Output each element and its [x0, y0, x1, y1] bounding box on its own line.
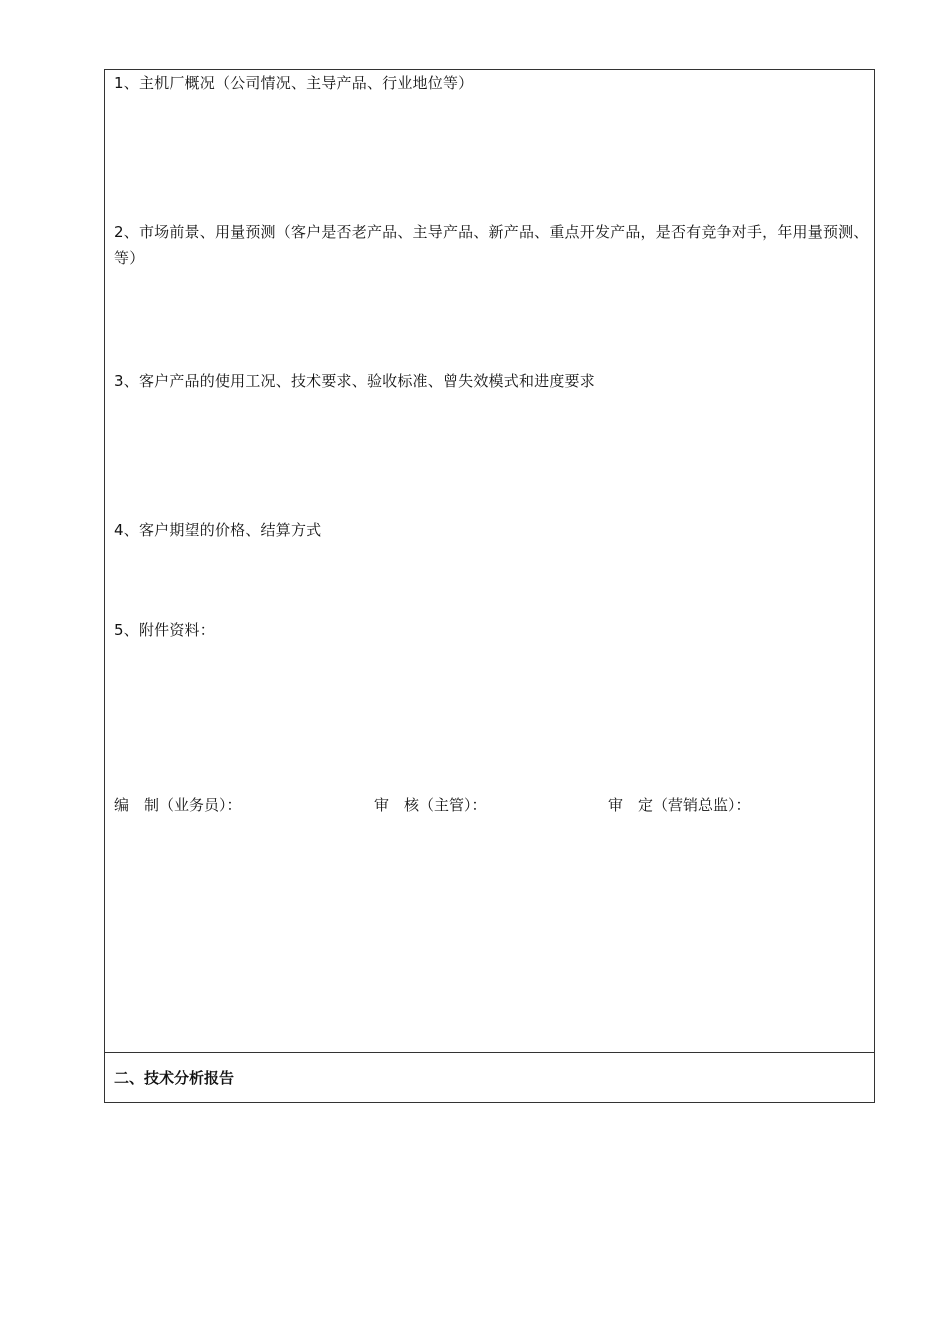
signature-compiler-label: 编 制（业务员）：: [114, 796, 242, 814]
question-attachments: 5、附件资料：: [114, 621, 215, 639]
section-title-technical-analysis: 二、技术分析报告: [114, 1069, 235, 1087]
signature-row: [114, 792, 869, 818]
market-info-section: [105, 70, 874, 1053]
form-table: [104, 69, 875, 1103]
signature-approver-label: 审 定（营销总监）：: [608, 796, 751, 814]
question-price-settlement: 4、客户期望的价格、结算方式: [114, 521, 322, 539]
question-usage-requirements: 3、客户产品的使用工况、技术要求、验收标准、曾失效模式和进度要求: [114, 372, 595, 390]
question-market-forecast: 2、市场前景、用量预测（客户是否老产品、主导产品、新产品、重点开发产品，是否有竞争对手，年用量预测、等）: [114, 223, 869, 267]
question-oem-overview: 1、主机厂概况（公司情况、主导产品、行业地位等）: [114, 74, 474, 92]
signature-reviewer-label: 审 核（主管）：: [374, 796, 487, 814]
technical-analysis-section: [105, 1053, 874, 1102]
